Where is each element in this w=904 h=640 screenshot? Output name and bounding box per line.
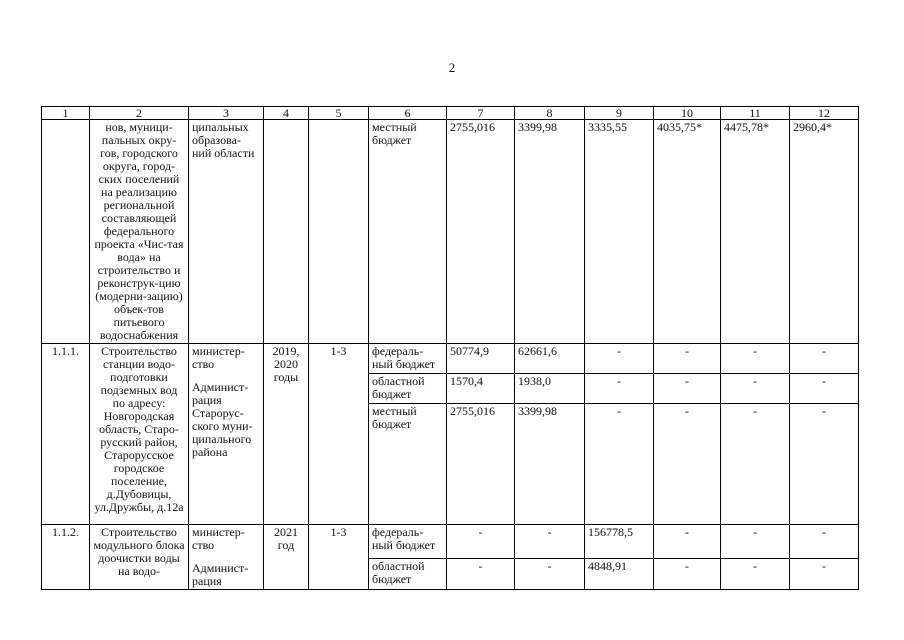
value-cell: - [585, 374, 654, 404]
budget-table [41, 106, 859, 590]
column-number: 11 [721, 107, 790, 120]
column-number: 7 [447, 107, 515, 120]
column-number: 3 [189, 107, 264, 120]
tasks-cell: 1-3 [309, 525, 369, 590]
value-cell: - [721, 374, 790, 404]
value-cell: - [515, 525, 585, 559]
value-cell: - [654, 558, 721, 589]
event-name-cell: Строительство станции водо-подготовки подземных вод по адресу: Новгородская область, Старо-русский район, Старорусское городское поселение, д.Дубовицы, ул.Дружбы, д.12а [90, 344, 189, 525]
value-cell: - [654, 404, 721, 525]
executor-ministry: министер-ство [192, 344, 245, 371]
value-cell: 156778,5 [585, 525, 654, 559]
table-row [42, 344, 859, 374]
value-cell: 1938,0 [515, 374, 585, 404]
value-cell: 2960,4* [790, 120, 859, 344]
column-number: 4 [264, 107, 309, 120]
value-cell: - [790, 344, 859, 374]
value-cell: 62661,6 [515, 344, 585, 374]
value-cell: 4475,78* [721, 120, 790, 344]
tasks-cell: 1-3 [309, 344, 369, 525]
value-cell: - [721, 525, 790, 559]
value-cell: - [654, 374, 721, 404]
value-cell: - [654, 525, 721, 559]
value-cell: - [585, 344, 654, 374]
executor-administration: Админист-рация Старорус-ского муни-ципального района [192, 380, 253, 459]
value-cell: - [721, 344, 790, 374]
value-cell: - [447, 558, 515, 589]
table-row [42, 525, 859, 559]
executor-cell: ципальных образова-ний области [189, 120, 264, 344]
item-number-cell: 1.1.2. [42, 525, 90, 590]
value-cell: - [654, 344, 721, 374]
column-number: 8 [515, 107, 585, 120]
value-cell: 3335,55 [585, 120, 654, 344]
value-cell: 4035,75* [654, 120, 721, 344]
years-cell: 2019, 2020 годы [264, 344, 309, 525]
table-row [42, 120, 859, 344]
value-cell: 3399,98 [515, 404, 585, 525]
value-cell: - [721, 558, 790, 589]
tasks-cell [309, 120, 369, 344]
event-name-cell: Строительство модульного блока доочистки воды на водо- [90, 525, 189, 590]
value-cell: - [790, 374, 859, 404]
column-number: 1 [42, 107, 90, 120]
funding-source-cell: федераль-ный бюджет [369, 525, 447, 559]
column-number: 2 [90, 107, 189, 120]
years-cell: 2021 год [264, 525, 309, 590]
value-cell: 50774,9 [447, 344, 515, 374]
item-number-cell: 1.1.1. [42, 344, 90, 525]
funding-source-cell: областной бюджет [369, 558, 447, 589]
value-cell: 1570,4 [447, 374, 515, 404]
value-cell: - [790, 525, 859, 559]
item-number-cell [42, 120, 90, 344]
value-cell: 2755,016 [447, 404, 515, 525]
column-number: 9 [585, 107, 654, 120]
column-number: 6 [369, 107, 447, 120]
value-cell: - [790, 404, 859, 525]
value-cell: - [790, 558, 859, 589]
executor-ministry: министер-ство [192, 525, 245, 552]
funding-source-cell: местный бюджет [369, 120, 447, 344]
value-cell: 2755,016 [447, 120, 515, 344]
executor-cell [189, 344, 264, 525]
column-number: 10 [654, 107, 721, 120]
years-cell [264, 120, 309, 344]
column-number-row [42, 107, 859, 120]
value-cell: - [447, 525, 515, 559]
column-number: 5 [309, 107, 369, 120]
value-cell: - [585, 404, 654, 525]
value-cell: - [515, 558, 585, 589]
funding-source-cell: федераль-ный бюджет [369, 344, 447, 374]
funding-source-cell: областной бюджет [369, 374, 447, 404]
event-name-cell: нов, муници-пальных окру-гов, городского округа, город-ских поселений на реализацию региональной составляющей федерального проекта «Чис-тая вода» на строительство и реконструк-цию (модерни-зацию) объек-тов питьевого водоснабжения [90, 120, 189, 344]
value-cell: 4848,91 [585, 558, 654, 589]
executor-cell [189, 525, 264, 590]
page-number: 2 [448, 60, 456, 75]
column-number: 12 [790, 107, 859, 120]
executor-administration: Админист-рация [192, 561, 249, 588]
value-cell: 3399,98 [515, 120, 585, 344]
funding-source-cell: местный бюджет [369, 404, 447, 525]
value-cell: - [721, 404, 790, 525]
